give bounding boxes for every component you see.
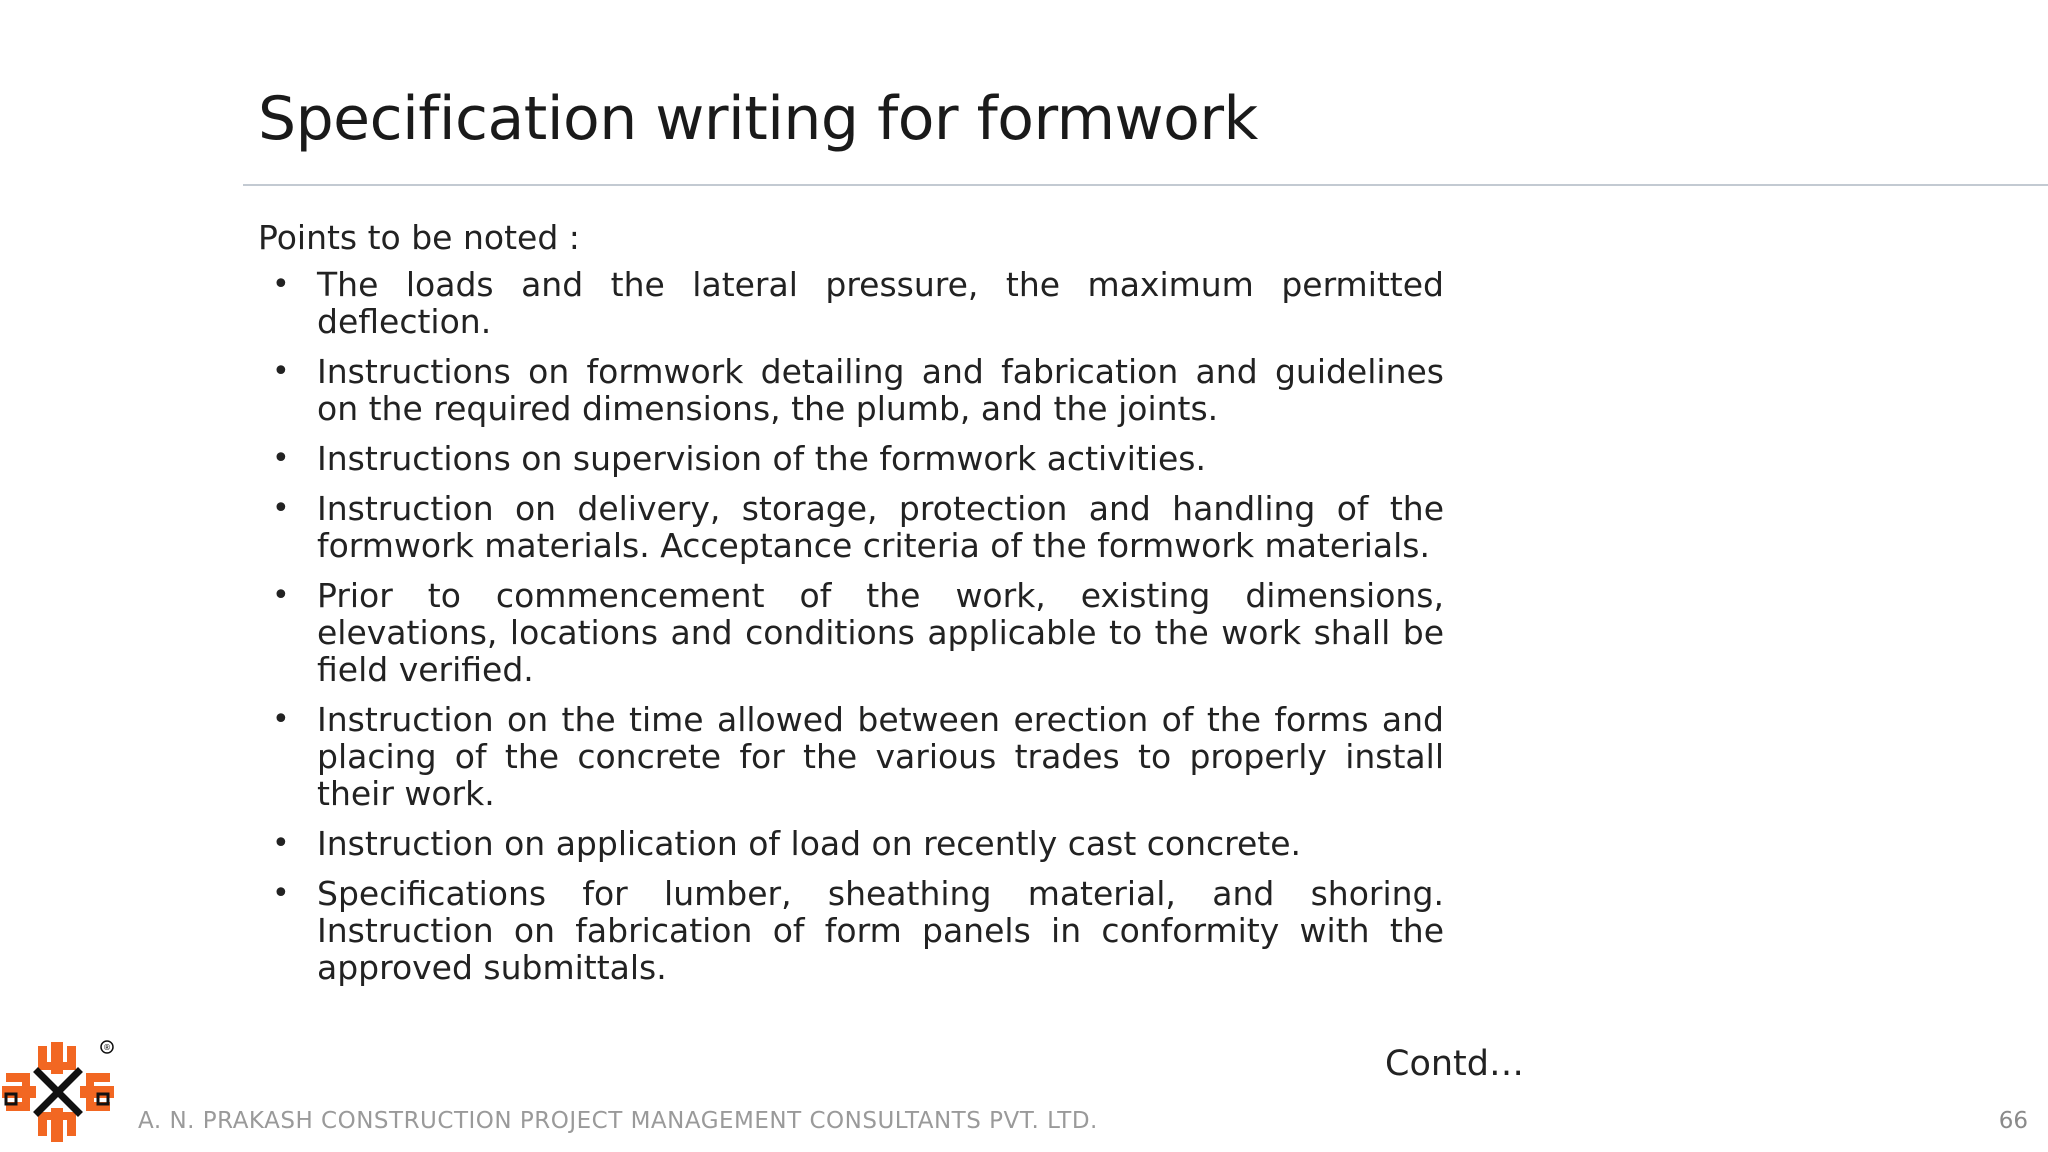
bullet-text: Instructions on supervision of the formwork activities. — [317, 439, 1206, 478]
bullet-item — [258, 577, 1444, 688]
bullet-text: Instruction on application of load on recently cast concrete. — [317, 824, 1302, 863]
bullet-icon: • — [272, 441, 290, 476]
bullet-item — [258, 353, 1444, 427]
bullet-text: Prior to commencement of the work, existing dimensions, elevations, locations and conditions applicable to the work shall be field verified. — [317, 576, 1444, 689]
bullet-icon: • — [272, 354, 290, 389]
continued-label: Contd… — [1385, 1044, 1524, 1084]
intro-text: Points to be noted : — [258, 218, 580, 257]
bullet-item — [258, 266, 1444, 340]
bullet-list — [258, 266, 1444, 986]
bullet-item — [258, 701, 1444, 812]
bullet-icon: • — [272, 826, 290, 861]
slide-title: Specification writing for formwork — [258, 84, 1258, 154]
bullet-item — [258, 825, 1444, 862]
bullet-icon: • — [272, 876, 290, 911]
company-logo-icon — [0, 1036, 116, 1148]
bullet-text: Instruction on delivery, storage, protection and handling of the formwork materials. Acceptance criteria of the formwork materials. — [317, 489, 1444, 565]
registered-mark: ® — [103, 1043, 111, 1052]
footer-company-name: A. N. PRAKASH CONSTRUCTION PROJECT MANAGEMENT CONSULTANTS PVT. LTD. — [138, 1108, 1098, 1134]
bullet-text: Instructions on formwork detailing and fabrication and guidelines on the required dimensions, the plumb, and the joints. — [317, 352, 1444, 428]
slide-content — [258, 216, 1444, 999]
bullet-item — [258, 875, 1444, 986]
bullet-item — [258, 490, 1444, 564]
bullet-text: Instruction on the time allowed between erection of the forms and placing of the concrete for the various trades to properly install their work. — [317, 700, 1444, 813]
bullet-icon: • — [272, 578, 290, 613]
title-divider — [243, 184, 2048, 186]
bullet-item — [258, 440, 1444, 477]
bullet-text: Specifications for lumber, sheathing material, and shoring. Instruction on fabrication of form panels in conformity with the approved submittals. — [317, 874, 1444, 987]
bullet-icon: • — [272, 491, 290, 526]
bullet-text: The loads and the lateral pressure, the maximum permitted deflection. — [317, 265, 1444, 341]
logo-black-cross — [38, 1072, 78, 1112]
page-number: 66 — [1998, 1108, 2028, 1134]
bullet-icon: • — [272, 702, 290, 737]
bullet-icon: • — [272, 267, 290, 302]
